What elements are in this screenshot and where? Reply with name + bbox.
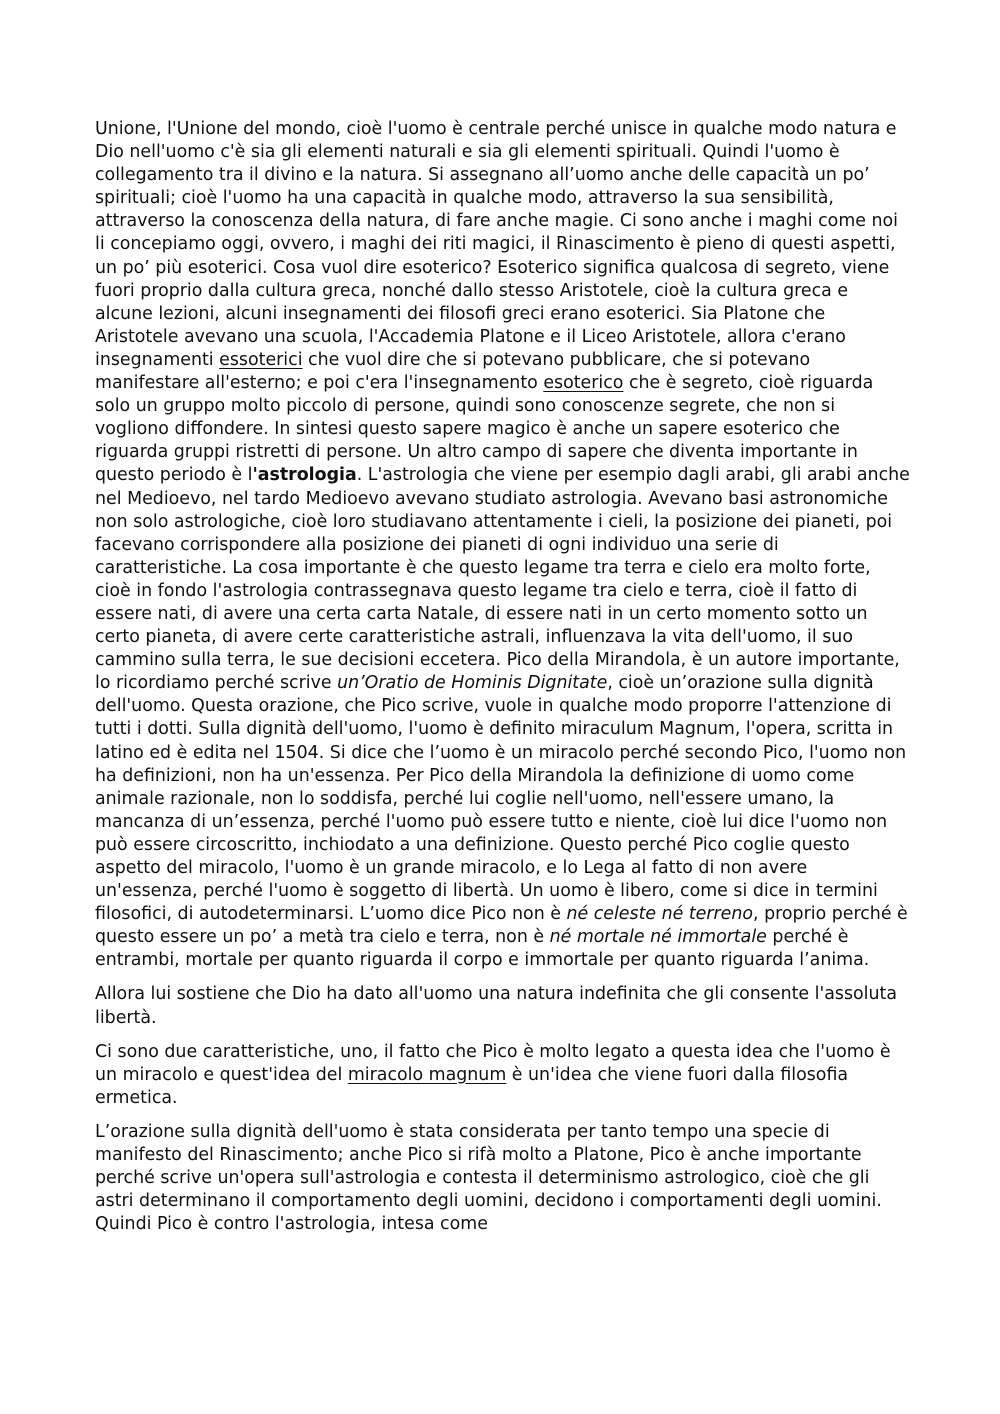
text-run: . L'astrologia che viene per esempio dagli arabi, gli arabi anche nel Medioevo, nel tardo Medioevo avevano studiato astrologia. Avevano basi astronomiche non solo astrologiche, cioè loro studiavano attentamente i cieli, la posizione dei pianeti, poi facevano corrispondere alla posizione dei pianeti di ogni individuo una serie di caratteristiche. La cosa importante è che questo legame tra terra e cielo era molto forte, cioè in fondo l'astrologia contrassegnava questo legame tra cielo e terra, cioè il fatto di essere nati, di avere una certa carta Natale, di essere nati in un certo momento sotto un certo pianeta, di avere certe caratteristiche astrali, influenzava la vita dell'uomo, il suo cammino sulla terra, le sue decisioni eccetera. Pico della Mirandola, è un autore importante, lo ricordiamo perché scrive	[95, 465, 910, 694]
text-run: che è segreto, cioè riguarda solo un gruppo molto piccolo di persone, quindi sono conoscenze segrete, che non si vogliono diffondere. In sintesi questo sapere magico è anche un sapere esoterico che riguarda gruppi ristretti di persone. Un altro campo di sapere che diventa importante in questo periodo è l	[95, 373, 874, 486]
paragraph-3	[95, 1041, 910, 1110]
term-essoterici: essoterici	[219, 349, 303, 370]
paragraph-1	[95, 118, 910, 972]
text-run: , proprio perché è questo essere un po’ a metà tra cielo e terra, non è	[95, 904, 908, 948]
paragraph-4	[95, 1121, 910, 1236]
term-astrologia: 'astrologia	[252, 465, 357, 486]
title-oratio: un’Oratio de Hominis Dignitate	[337, 673, 608, 694]
text-run: Allora lui sostiene che Dio ha dato all'uomo una natura indefinita che gli consente l'assoluta libertà.	[95, 984, 898, 1028]
quote-celeste-terreno: né celeste né terreno	[566, 904, 754, 925]
text-run: , cioè un’orazione sulla dignità dell'uomo. Questa orazione, che Pico scrive, vuole in qualche modo proporre l'attenzione di tutti i dotti. Sulla dignità dell'uomo, l'uomo è definito miraculum Magnum, l'opera, scritta in latino ed è edita nel 1504. Si dice che l’uomo è un miracolo perché secondo Pico, l'uomo non ha definizioni, non ha un'essenza. Per Pico della Mirandola la definizione di uomo come animale razionale, non lo soddisfa, perché lui coglie nell'uomo, nell'essere umano, la mancanza di un’essenza, perché l'uomo può essere tutto e niente, cioè lui dice l'uomo non può essere circoscritto, inchiodato a una definizione. Questo perché Pico coglie questo aspetto del miracolo, l'uomo è un grande miracolo, e lo Lega al fatto di non avere un'essenza, perché l'uomo è soggetto di libertà. Un uomo è libero, come si dice in termini filosofici, di autodeterminarsi. L’uomo dice Pico non è	[95, 673, 907, 925]
document-page	[95, 118, 910, 1247]
term-miracolo-magnum: miracolo magnum	[347, 1064, 507, 1085]
quote-mortale-immortale: né mortale né immortale	[549, 927, 767, 948]
text-run: che vuol dire che si potevano pubblicare, che si potevano manifestare all'esterno; e poi c'era l'insegnamento	[95, 349, 811, 394]
text-run: perché è entrambi, mortale per quanto riguarda il corpo e immortale per quanto riguarda l’anima.	[95, 927, 870, 971]
text-run: L’orazione sulla dignità dell'uomo è stata considerata per tanto tempo una specie di manifesto del Rinascimento; anche Pico si rifà molto a Platone, Pico è anche importante perché scrive un'opera sull'astrologia e contesta il determinismo astrologico, cioè che gli astri determinano il comportamento degli uomini, decidono i comportamenti degli uomini. Quindi Pico è contro l'astrologia, intesa come	[95, 1121, 882, 1235]
text-run: è un'idea che viene fuori dalla filosofia ermetica.	[95, 1064, 849, 1108]
paragraph-2	[95, 983, 910, 1029]
term-esoterico: esoterico	[543, 373, 624, 394]
text-run: Unione, l'Unione del mondo, cioè l'uomo è centrale perché unisce in qualche modo natura e Dio nell'uomo c'è sia gli elementi naturali e sia gli elementi spirituali. Quindi l'uomo è collegamento tra il divino e la natura. Si assegnano all’uomo anche delle capacità un po’ spirituali; cioè l'uomo ha una capacità in qualche modo, attraverso la sua sensibilità, attraverso la conoscenza della natura, di fare anche magie. Ci sono anche i maghi come noi li concepiamo oggi, ovvero, i maghi dei riti magici, il Rinascimento è pieno di questi aspetti, un po’ più esoterici. Cosa vuol dire esoterico? Esoterico significa qualcosa di segreto, viene fuori proprio dalla cultura greca, nonché dallo stesso Aristotele, cioè la cultura greca e alcune lezioni, alcuni insegnamenti dei filosofi greci erano esoterici. Sia Platone che Aristotele avevano una scuola, l'Accademia Platone e il Liceo Aristotele, allora c'erano insegnamenti	[95, 119, 898, 370]
text-run: Ci sono due caratteristiche, uno, il fatto che Pico è molto legato a questa idea che l'uomo è un miracolo e quest'idea del	[95, 1041, 891, 1085]
